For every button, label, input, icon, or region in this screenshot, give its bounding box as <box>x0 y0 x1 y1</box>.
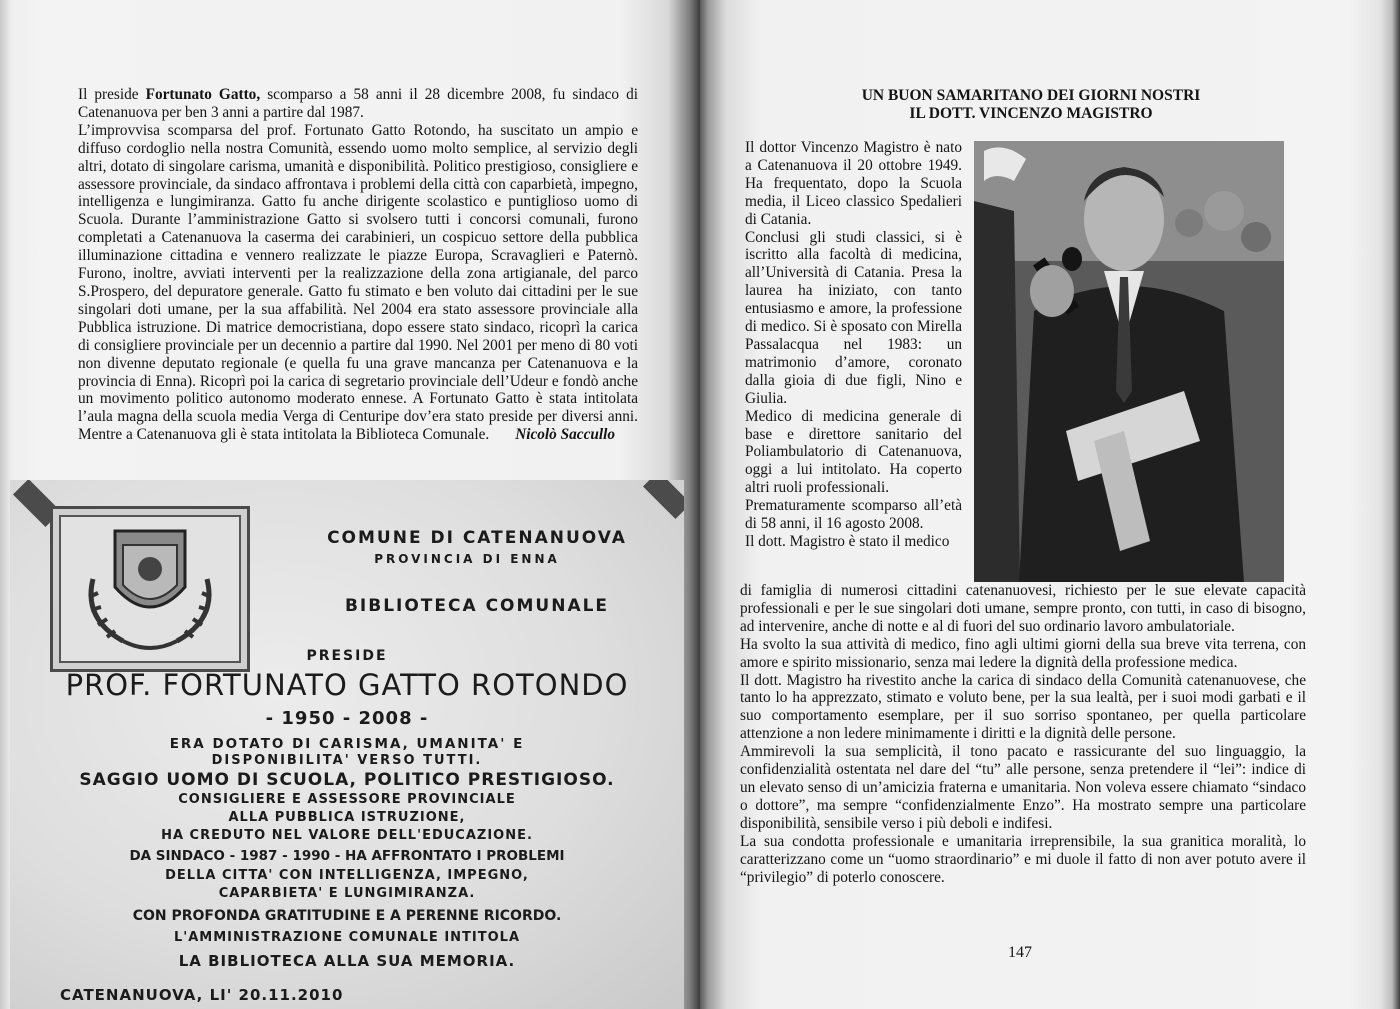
plaque-line: COMUNE DI CATENANUOVA <box>327 528 627 548</box>
plaque-line: PROF. FORTUNATO GATTO ROTONDO <box>65 668 629 702</box>
body-paragraph: Il dott. Magistro ha rivestito anche la carica di sindaco della Comunità catenanuovese, che tanto lo ha apprezzato, stimato e voluto bene, per la sua lealtà, per i suoi modi garbati e il suo comportamento esemplare, per il suo sorriso spontaneo, per quella particolare attenzione a non ledere minimamente i diritti e la dignità delle persone. <box>740 671 1306 743</box>
column-paragraph: Il dott. Magistro è stato il medico <box>745 532 950 550</box>
body-paragraph: Ha svolto la sua attività di medico, fino agli ultimi giorni della sua breve vita terrena, con amore e spirito missionario, senza mai ledere la dignità della professione medica. <box>740 635 1306 671</box>
intro-paragraph: Il preside Fortunato Gatto, scomparso a 58 anni il 28 dicembre 2008, fu sindaco di Catenanuova per ben 3 anni a partire dal 1987. <box>78 86 638 121</box>
portrait-photo <box>974 141 1284 582</box>
body-paragraph: di famiglia di numerosi cittadini catenanuovesi, richiesto per le sue elevate capacità professionali e per le sue singolari doti umane, sempre pronto, con tutti, in caso di bisogno, ad intervenire, anche di notte e al di fuori del suo ordinario lavoro ambulatoriale. <box>740 582 1306 635</box>
memorial-plaque-photo <box>10 480 684 1009</box>
plaque-line: PROVINCIA DI ENNA <box>374 552 560 566</box>
plaque-line: DELLA CITTA' CON INTELLIGENZA, IMPEGNO, <box>165 868 529 883</box>
body-paragraph: Ammirevoli la sua semplicità, il tono pacato e rassicurante del suo linguaggio, la confidenzialità ostentata nel dare del “tu” alle persone, senza pretendere il “lei”: indice di un elevato senso di un’amicizia fraterna e umanitaria. Non voleva essere chiamato “sindaco o dottore”, ma sempre “confidenzialmente Enzo”. Ha mostrato sempre una particolare disponibilità, sensibile verso i più deboli e indifesi. <box>740 743 1306 832</box>
left-article <box>78 86 638 444</box>
plaque-line: SAGGIO UOMO DI SCUOLA, POLITICO PRESTIGIOSO. <box>79 770 615 790</box>
plaque-line: CAPARBIETA' E LUNGIMIRANZA. <box>218 886 476 901</box>
body-paragraph: L’improvvisa scomparsa del prof. Fortunato Gatto Rotondo, ha suscitato un ampio e diffuso cordoglio nella nostra Comunità, essendo uomo molto semplice, al servizio degli altri, dotato di singolare carisma, umanità e disponibilità. Politico prestigioso, consigliere e assessore provinciale, da sindaco affrontava i problemi della città con caparbietà, impegno, intelligenza e lungimiranza. Gatto fu anche dirigente scolastico e puntiglioso uomo di Scuola. Durante l’amministrazione Gatto si svolsero tutti i concorsi comunali, furono completati a Catenanuova la caserma dei carabinieri, un cospicuo settore della pubblica illuminazione cittadina e vennero realizzate le piazze Europa, Scravaglieri e Paternò. Furono, inoltre, avviati interventi per la realizzazione della zona artigianale, del parco S.Prospero, del depuratore generale. Gatto fu stimato e ben voluto dai cittadini per le sue singolari doti umane, per la sua affabilità. Nel 2004 era stato assessore provinciale alla Pubblica istruzione. Di matrice democristiana, dopo essere stato sindaco, ricoprì la carica di consigliere provinciale per un decennio a partire dal 1990. Nel 2001 per meno di 80 voti non divenne deputato regionale (e quella fu una grave mancanza per Catenanuova e la provincia di Enna). Ricoprì poi la carica di segretario provinciale dell’Udeur e fondò anche un movimento politico autonomo moderato ennese. A Fortunato Gatto è stata intitolata l’aula magna della scuola media Verga di Centuripe dov’era stato preside per diversi anni. Mentre a Catenanuova gli è stata intitolata la Biblioteca Comunale. Nicolò Saccullo <box>78 121 638 444</box>
portrait-photo-icon <box>974 141 1284 582</box>
plaque-line: BIBLIOTECA COMUNALE <box>344 596 610 616</box>
plaque-line: ALLA PUBBLICA ISTRUZIONE, <box>228 810 466 825</box>
plaque-line: L'AMMINISTRAZIONE COMUNALE INTITOLA <box>173 930 521 945</box>
plaque-line: PRESIDE <box>306 648 388 664</box>
plaque-line: DA SINDACO - 1987 - 1990 - HA AFFRONTATO I PROBLEMI <box>129 848 565 864</box>
person-name: Fortunato Gatto, <box>145 86 261 103</box>
column-paragraph: Conclusi gli studi classici, si è iscritto alla facoltà di medicina, all’Università di Catania. Presa la laurea ha iniziato, con tanto entusiasmo e amore, la professione di medico. Si è sposato con Mirella Passalacqua nel 1983: un matrimonio d’amore, coronato dalla gioia di due figli, Nino e Giulia. <box>745 228 962 407</box>
column-paragraph: Medico di medicina generale di base e direttore sanitario del Poliambulatorio di Catenanuova, oggi a lui intitolato. Ha coperto altri ruoli professionali. <box>745 407 962 497</box>
author-signature: Nicolò Saccullo <box>515 426 616 444</box>
body-paragraph: La sua condotta professionale e umanitaria irreprensibile, la sua granitica moralità, lo caratterizzano come un “uomo straordinario” e mi duole il fatto di non aver potuto avere il “privilegio” di poterlo conoscere. <box>740 832 1306 886</box>
article-subtitle: IL DOTT. VINCENZO MAGISTRO <box>909 105 1153 122</box>
plaque-line: ERA DOTATO DI CARISMA, UMANITA' E <box>169 736 525 752</box>
plaque-line: CON PROFONDA GRATITUDINE E A PERENNE RICORDO. <box>132 908 562 924</box>
column-paragraph: Prematuramente scomparso all’età di 58 anni, il 16 agosto 2008. <box>745 497 962 533</box>
plaque-line: CATENANUOVA, LI' 20.11.2010 <box>60 986 344 1004</box>
page-number: 147 <box>1008 944 1032 961</box>
right-page <box>700 0 1400 1009</box>
article-title: UN BUON SAMARITANO DEI GIORNI NOSTRI <box>861 87 1201 104</box>
column-paragraph: Il dottor Vincenzo Magistro è nato a Catenanuova il 20 ottobre 1949. Ha frequentato, dopo la Scuola media, il Liceo classico Spedalieri di Catania. <box>745 139 962 228</box>
plaque-line: LA BIBLIOTECA ALLA SUA MEMORIA. <box>178 952 516 970</box>
plaque-screw <box>643 480 684 519</box>
plaque-line: HA CREDUTO NEL VALORE DELL'EDUCAZIONE. <box>161 828 533 843</box>
article-column <box>745 139 962 551</box>
plaque-line: CONSIGLIERE E ASSESSORE PROVINCIALE <box>178 792 516 807</box>
plaque-line: DISPONIBILITA' VERSO TUTTI. <box>211 753 483 768</box>
article-body <box>740 582 1306 886</box>
plaque-line: - 1950 - 2008 - <box>265 708 429 729</box>
